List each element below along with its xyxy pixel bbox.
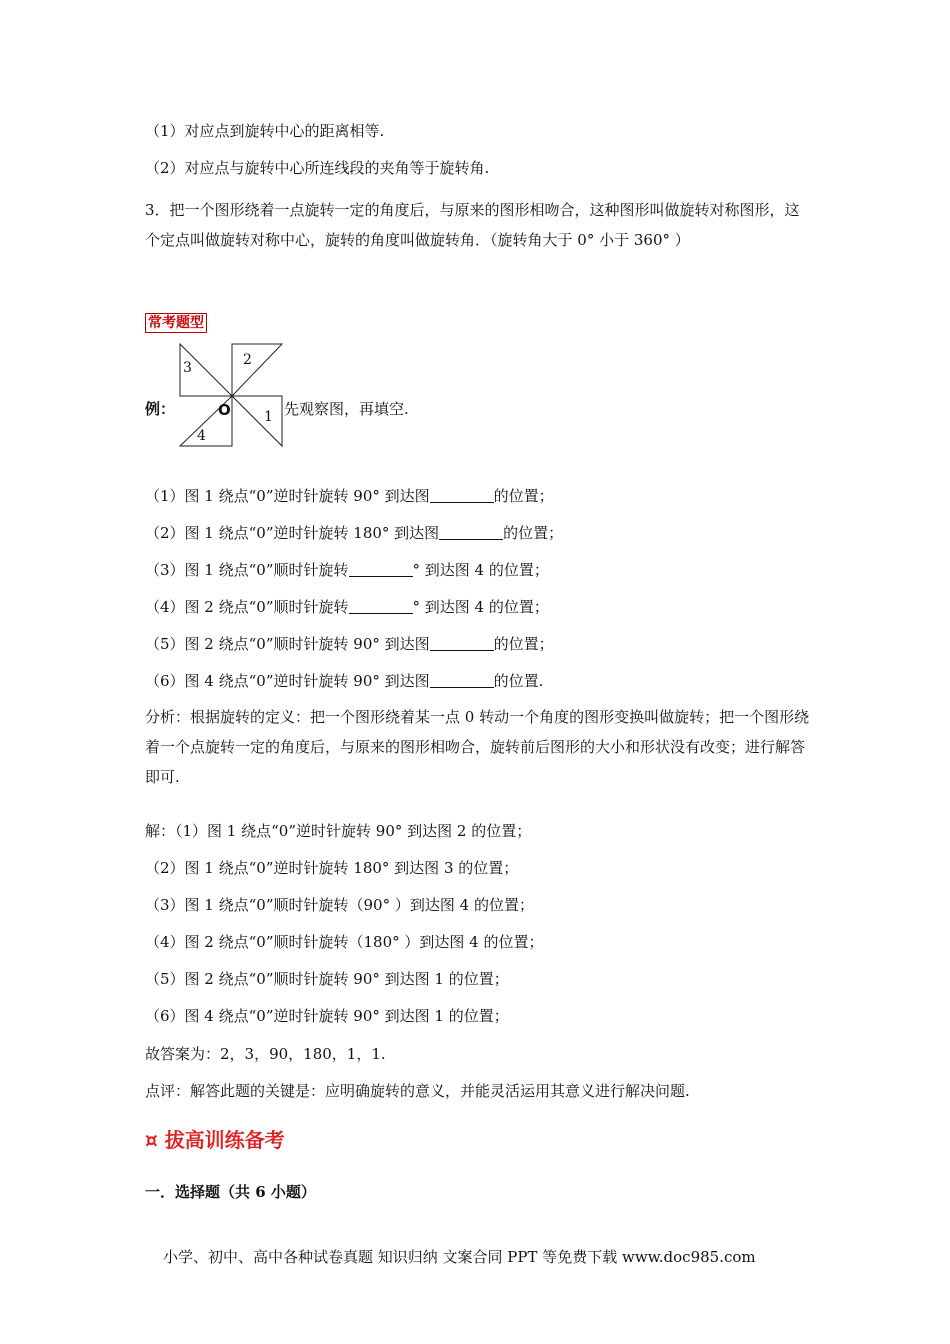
figure-label-4: 4 <box>197 428 206 444</box>
answer-blank <box>430 487 494 503</box>
question-4: （4）图 2 绕点“0”顺时针旋转 ° 到达图 4 的位置； <box>145 598 549 616</box>
top-line-2: （2）对应点与旋转中心所连线段的夹角等于旋转角. <box>145 159 490 177</box>
solution-line-4: （4）图 2 绕点“0”顺时针旋转（180° ）到达图 4 的位置； <box>145 933 544 951</box>
solution-line-2: （2）图 1 绕点“0”逆时针旋转 180° 到达图 3 的位置； <box>145 859 519 877</box>
solution-line-5: （5）图 2 绕点“0”顺时针旋转 90° 到达图 1 的位置； <box>145 970 509 988</box>
answer-blank <box>349 561 413 577</box>
question-1: （1）图 1 绕点“0”逆时针旋转 90° 到达图 的位置； <box>145 487 554 505</box>
figure-label-3: 3 <box>183 360 192 376</box>
subsection-title: 一．选择题（共 6 小题） <box>145 1183 316 1201</box>
answer-blank <box>430 672 494 688</box>
section-title: ¤ 拔高训练备考 <box>145 1128 285 1152</box>
tag-badge: 常考题型 <box>145 313 207 333</box>
question-2: （2）图 1 绕点“0”逆时针旋转 180° 到达图 的位置； <box>145 524 564 542</box>
example-label: 例： <box>145 400 176 418</box>
page-footer: 小学、初中、高中各种试卷真题 知识归纳 文案合同 PPT 等免费下载 www.doc985.com <box>163 1248 756 1266</box>
question-3: （3）图 1 绕点“0”顺时针旋转 ° 到达图 4 的位置； <box>145 561 549 579</box>
solution-line-3: （3）图 1 绕点“0”顺时针旋转（90° ）到达图 4 的位置； <box>145 896 534 914</box>
question-5: （5）图 2 绕点“0”顺时针旋转 90° 到达图 的位置； <box>145 635 554 653</box>
pinwheel-figure <box>176 342 284 448</box>
figure-label-2: 2 <box>243 352 252 368</box>
definition-paragraph: 3．把一个图形绕着一点旋转一定的角度后，与原来的图形相吻合，这种图形叫做旋转对称图形，这个定点叫做旋转对称中心，旋转的角度叫做旋转角．（旋转角大于 0° 小于 360° ） <box>145 201 800 249</box>
figure-center-label: O <box>218 401 231 419</box>
solution-line-1: 解：（1）图 1 绕点“0”逆时针旋转 90° 到达图 2 的位置； <box>145 822 532 840</box>
figure-label-1: 1 <box>264 409 273 425</box>
solution-line-6: （6）图 4 绕点“0”逆时针旋转 90° 到达图 1 的位置； <box>145 1007 509 1025</box>
answer-blank <box>349 598 413 614</box>
question-6: （6）图 4 绕点“0”逆时针旋转 90° 到达图 的位置. <box>145 672 544 690</box>
answer-blank <box>439 524 503 540</box>
example-text: 先观察图，再填空. <box>284 400 409 418</box>
analysis-paragraph: 分析：根据旋转的定义：把一个图形绕着某一点 0 转动一个角度的图形变换叫做旋转；把一个图形绕着一个点旋转一定的角度后，与原来的图形相吻合，旋转前后图形的大小和形状没有改变；进行解答即可. <box>145 708 810 786</box>
answer-blank <box>430 635 494 651</box>
top-line-1: （1）对应点到旋转中心的距离相等. <box>145 122 385 140</box>
answer-line: 故答案为：2，3，90，180，1，1. <box>145 1045 386 1063</box>
comment-line: 点评：解答此题的关键是：应明确旋转的意义，并能灵活运用其意义进行解决问题. <box>145 1082 690 1100</box>
